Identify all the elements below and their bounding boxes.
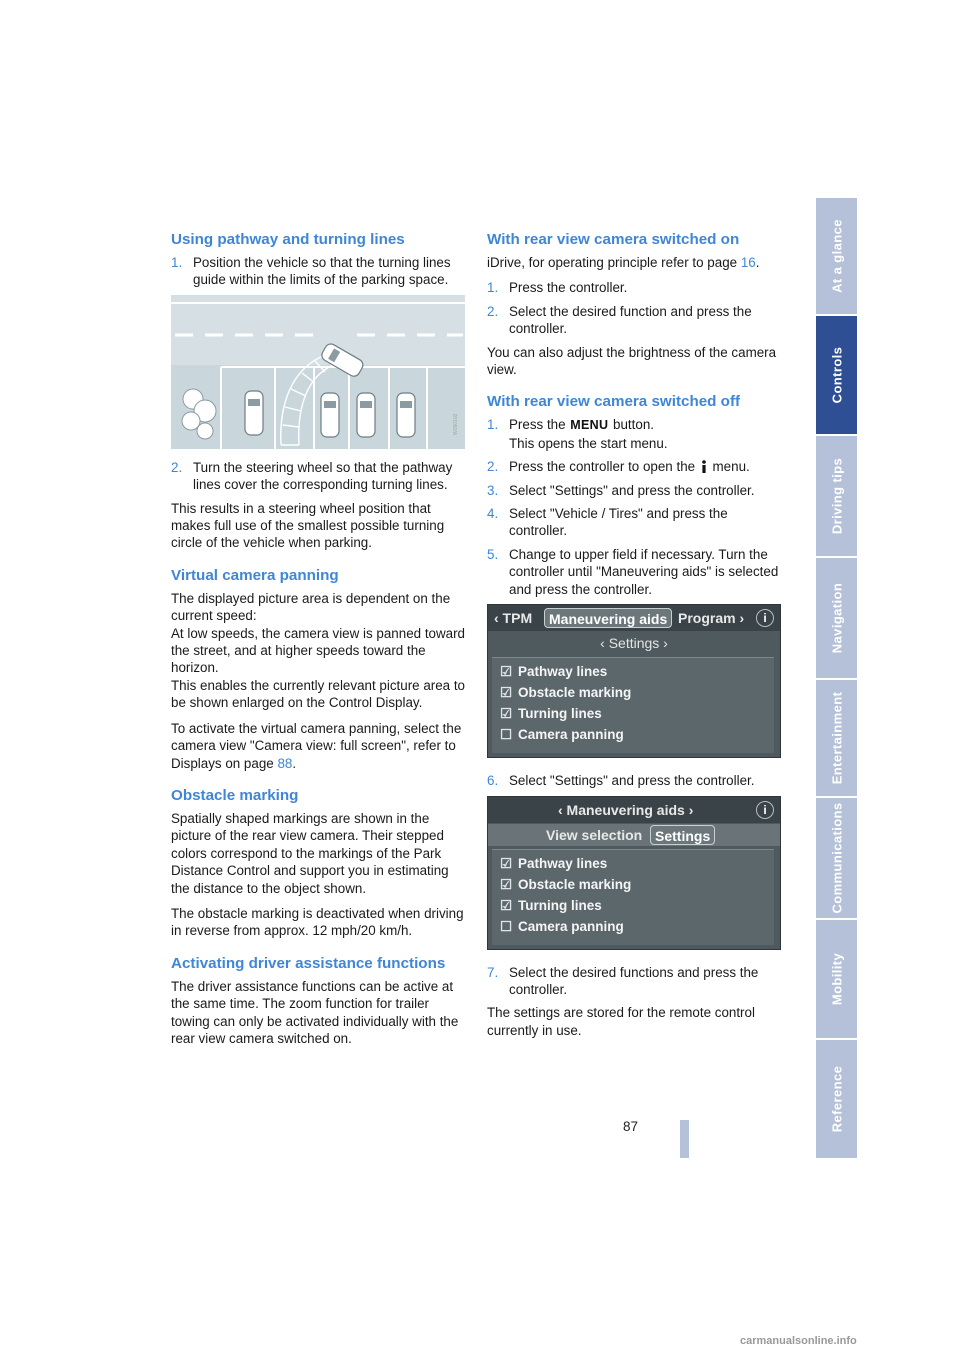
paragraph: The driver assistance functions can be active at the same time. The zoom function for trailer towing can only be activated individually with the rear view camera switched on. <box>171 978 459 1046</box>
page-number: 87 <box>623 1119 639 1134</box>
list-item-turning-lines[interactable]: ☑ Turning lines <box>500 896 602 916</box>
paragraph: This results in a steering wheel position that makes full use of the smallest possible turning circle of the vehicle when parking. <box>171 500 445 551</box>
checkbox-checked-icon: ☑ <box>500 685 513 701</box>
list-item-camera-panning[interactable]: ☐ Camera panning <box>500 725 624 745</box>
paragraph: The obstacle marking is deactivated when driving in reverse from approx. 12 mph/20 km/h. <box>171 905 464 939</box>
info-icon <box>700 460 708 473</box>
step-6: 6. Select "Settings" and press the controller. <box>487 773 755 789</box>
info-icon[interactable]: i <box>756 609 774 627</box>
checkbox-checked-icon: ☑ <box>500 897 513 913</box>
checkbox-checked-icon: ☑ <box>500 855 513 871</box>
list-item-pathway-lines[interactable]: ☑ Pathway lines <box>500 662 607 682</box>
step-1: 1. Press the controller. <box>487 280 628 296</box>
checkbox-checked-icon: ☑ <box>500 664 513 680</box>
checkbox-empty-icon: ☐ <box>500 918 513 934</box>
list-item-obstacle-marking[interactable]: ☑ Obstacle marking <box>500 683 631 703</box>
idrive-screen-settings <box>487 796 781 950</box>
step-5: 5. Change to upper field if necessary. Turn the controller until "Maneuvering aids" is selected and press the controller. <box>487 546 779 597</box>
screen-subtitle[interactable]: ‹ Settings › <box>600 635 668 652</box>
nav-tab-navigation[interactable]: Navigation <box>816 558 857 680</box>
step-7: 7. Select the desired functions and press the controller. <box>487 964 759 997</box>
step-1 <box>171 254 467 289</box>
heading-obstacle-marking: Obstacle marking <box>171 786 299 804</box>
paragraph: You can also adjust the brightness of the camera view. <box>487 344 777 378</box>
checkbox-checked-icon: ☑ <box>500 706 513 722</box>
right-column <box>487 230 783 1047</box>
list-item-obstacle-marking[interactable]: ☑ Obstacle marking <box>500 875 631 895</box>
step-number: 2. <box>171 459 183 475</box>
paragraph: iDrive, for operating principle refer to page 16. <box>487 255 760 270</box>
nav-tab-mobility[interactable]: Mobility <box>816 920 857 1040</box>
screen-title-bar <box>488 797 780 823</box>
menu-key-icon: MENU <box>569 417 609 434</box>
heading-camera-switched-on: With rear view camera switched on <box>487 231 740 248</box>
nav-tab-driving-tips[interactable]: Driving tips <box>816 436 857 558</box>
step-2: 2. Select the desired function and press the controller. <box>487 303 752 337</box>
left-column <box>171 230 467 1055</box>
paragraph: The displayed picture area is dependent on the current speed: At low speeds, the camera view is panned toward the street, and at higher speeds toward the horizon. This enables the currently relevant picture area to be shown enlarged on the Control Display. <box>171 590 466 711</box>
page-link-88[interactable]: 88 <box>277 755 293 771</box>
step-2: 2. Press the controller to open the menu. <box>487 459 750 475</box>
info-icon[interactable]: i <box>756 801 774 819</box>
parking-illustration <box>171 295 465 449</box>
tab-tpm[interactable]: ‹ TPM <box>494 610 533 627</box>
list-item-pathway-lines[interactable]: ☑ Pathway lines <box>500 854 607 874</box>
svg-text:W090102: W090102 <box>453 413 459 435</box>
tab-view-selection[interactable]: View selection <box>546 826 643 843</box>
list-item-camera-panning[interactable]: ☐ Camera panning <box>500 917 624 937</box>
settings-list <box>492 849 774 945</box>
heading-camera-switched-off: With rear view camera switched off <box>487 393 741 411</box>
screen-tab-bar <box>488 605 780 631</box>
tab-settings[interactable]: Settings <box>650 825 715 845</box>
checkbox-empty-icon: ☐ <box>500 727 513 743</box>
nav-tab-communications[interactable]: Communications <box>816 798 857 920</box>
chapter-nav <box>816 198 857 1160</box>
step-number: 1. <box>171 255 183 270</box>
heading-activating-driver-assistance: Activating driver assistance functions <box>171 954 446 972</box>
heading-virtual-camera-panning: Virtual camera panning <box>171 566 339 584</box>
step-text: Turn the steering wheel so that the pathway lines cover the corresponding turning lines. <box>193 459 453 493</box>
nav-tab-reference[interactable]: Reference <box>816 1040 857 1160</box>
page-marker-bar <box>680 1120 689 1158</box>
nav-tab-entertainment[interactable]: Entertainment <box>816 680 857 798</box>
step-3: 3. Select "Settings" and press the controller. <box>487 482 755 498</box>
screen-title[interactable]: ‹ Maneuvering aids › <box>558 801 694 818</box>
paragraph: Spatially shaped markings are shown in the picture of the rear view camera. Their stepped colors correspond to the markings of the Park Distance Control and support you in estimating the distance to the object shown. <box>171 810 449 896</box>
nav-tab-controls[interactable]: Controls <box>816 316 857 436</box>
heading-pathway-turning-lines: Using pathway and turning lines <box>171 231 405 248</box>
footer-watermark: carmanualsonline.info <box>740 1335 857 1347</box>
step-text: Position the vehicle so that the turning lines guide within the limits of the parking space. <box>193 255 451 288</box>
settings-list <box>492 657 774 753</box>
checkbox-checked-icon: ☑ <box>500 876 513 892</box>
nav-tab-at-a-glance[interactable]: At a glance <box>816 198 857 316</box>
step-1: 1. Press the MENU button. This opens the start menu. <box>487 417 668 451</box>
paragraph: To activate the virtual camera panning, select the camera view "Camera view: full screen", refer to Displays on page 88. <box>171 720 462 771</box>
tab-program[interactable]: Program › <box>678 610 745 627</box>
paragraph: The settings are stored for the remote control currently in use. <box>487 1005 755 1038</box>
tab-maneuvering-aids[interactable]: Maneuvering aids <box>544 608 672 628</box>
step-4: 4. Select "Vehicle / Tires" and press the controller. <box>487 506 728 539</box>
idrive-screen-maneuvering-aids <box>487 604 781 758</box>
step-2 <box>171 459 467 494</box>
screen-tabs <box>488 824 780 846</box>
page-link-16[interactable]: 16 <box>740 255 756 270</box>
list-item-turning-lines[interactable]: ☑ Turning lines <box>500 704 602 724</box>
